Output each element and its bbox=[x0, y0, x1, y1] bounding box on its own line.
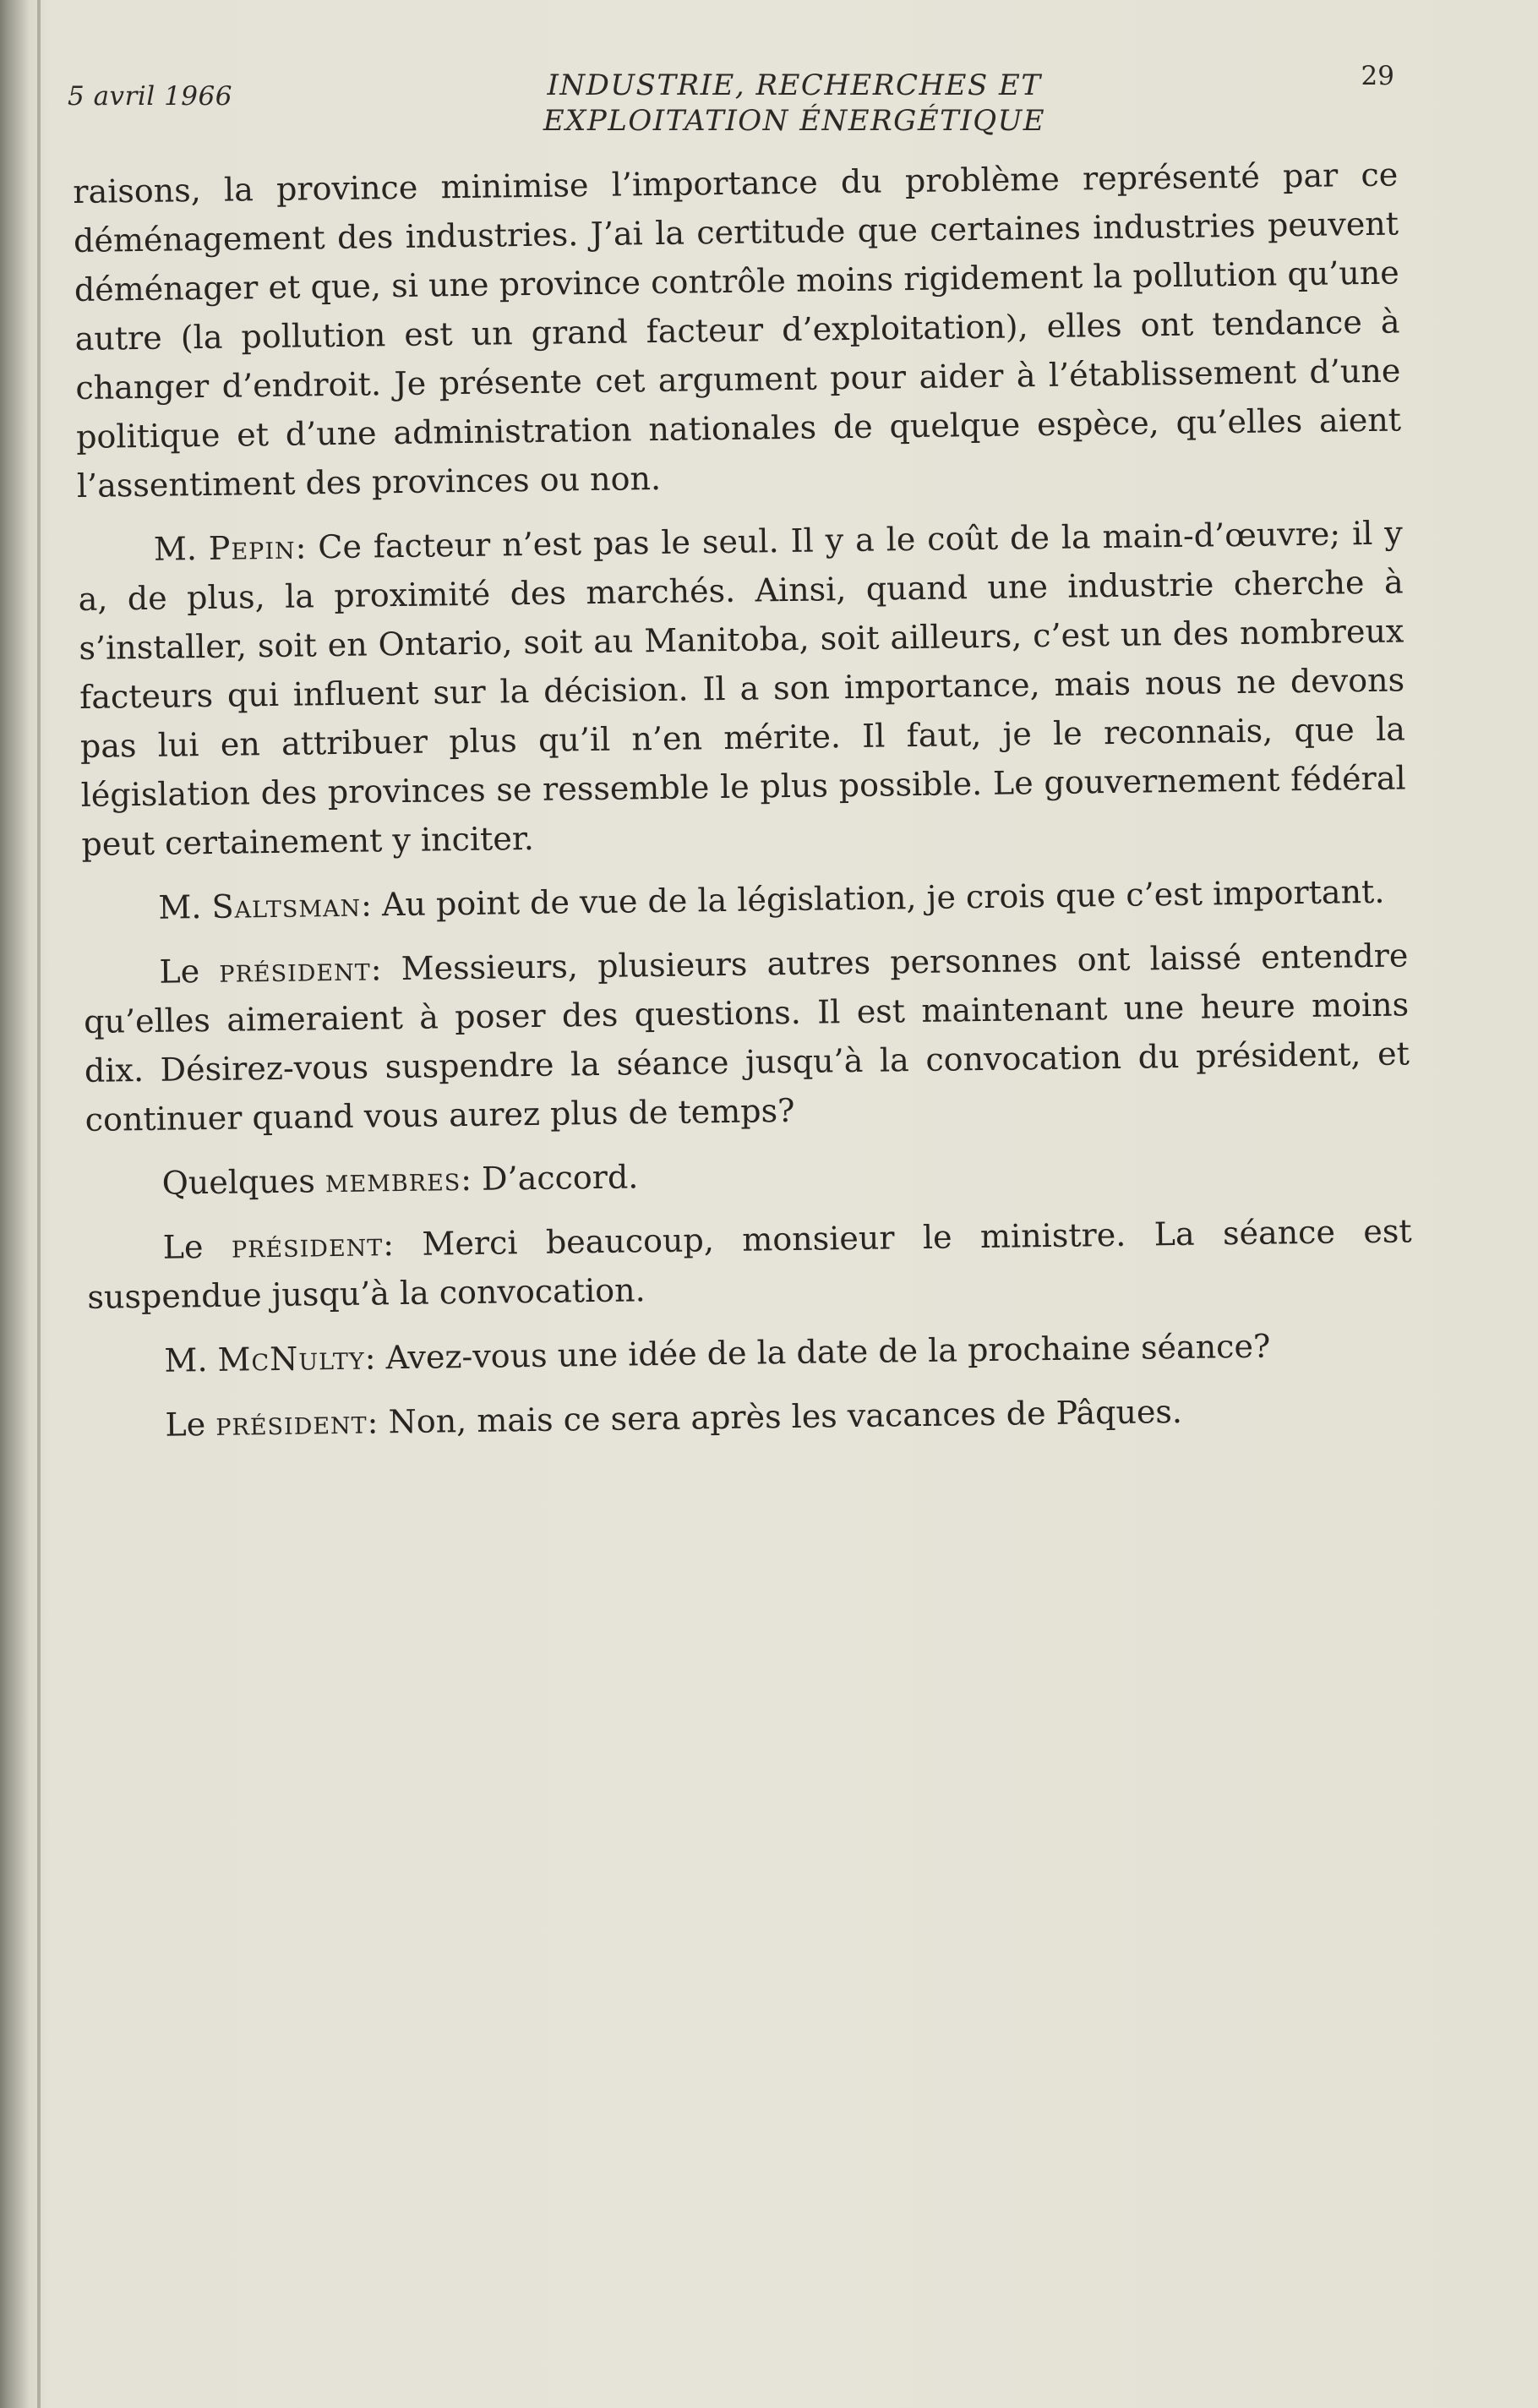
speaker-prefix: M. bbox=[153, 529, 210, 568]
paragraph-continued bbox=[73, 150, 1402, 510]
binding-gutter bbox=[0, 0, 29, 2408]
speaker-prefix: Le bbox=[165, 1405, 216, 1444]
paragraph-saltsman: M. Saltsman: Au point de vue de la législation, je crois que c’est important. bbox=[158, 872, 1385, 926]
paragraph-pepin: M. Pepin: Ce facteur n’est pas le seul. Il y a le coût de la main-d’œuvre; il y a, de plus, la proximité des marchés. Ainsi, quand une industrie cherche à s’installer, soit en Ontario, soit au Manitoba, soit ailleurs, c’est un des nombreux facteurs qui influent sur la décision. Il a son importance, mais nous ne devons pas lui en attribuer plus qu’il n’en mérite. Il faut, je le reconnais, que la législation des provinces se ressemble le plus possible. Le gouvernement fédéral peut certainement y inciter. bbox=[78, 514, 1406, 863]
binding-edge-line bbox=[37, 0, 41, 2408]
speaker-name: président bbox=[219, 950, 372, 990]
paragraph-text: Au point de vue de la législation, je crois que c’est important. bbox=[381, 872, 1385, 924]
header-title-line1: INDUSTRIE, RECHERCHES ET bbox=[547, 68, 1042, 102]
speaker-prefix: Le bbox=[162, 1227, 232, 1266]
paragraph-text: Messieurs, plusieurs autres personnes ont laissé entendre qu’elles aimeraient à poser des questions. Il est maintenant une heure moins dix. Désirez-vous suspendre la séance jusqu’à la convocation du président, et continuer quand vous aurez plus de temps? bbox=[83, 936, 1410, 1138]
speaker-name: membres bbox=[325, 1160, 461, 1200]
speaker-name: Pepin bbox=[208, 528, 296, 567]
paragraph-text: Merci beaucoup, monsieur le ministre. La séance est suspendue jusqu’à la convocation. bbox=[87, 1212, 1412, 1316]
header-title-line2: EXPLOITATION ÉNERGÉTIQUE bbox=[543, 104, 1046, 138]
paragraph-text: Avez-vous une idée de la date de la prochaine séance? bbox=[385, 1327, 1271, 1377]
paragraph-text: raisons, la province minimise l’importance du problème représenté par ce déménagement des industries. J’ai la certitude que certaines industries peuvent déménager et que, si une province contrôle moins rigidement la pollution qu’une autre (la pollution est un grand facteur d’exploitation), elles ont tendance à changer d’endroit. Je présente cet argument pour aider à l’établissement d’une politique et d’une administration nationales de quelque espèce, qu’elles aient l’assentiment des provinces ou non. bbox=[73, 156, 1402, 505]
speaker-name: président bbox=[231, 1226, 384, 1265]
paragraph-president-1: Le président: Messieurs, plusieurs autres personnes ont laissé entendre qu’elles aimeraient à poser des questions. Il est maintenant une heure moins dix. Désirez-vous suspendre la séance jusqu’à la convocation du président, et continuer quand vous aurez plus de temps? bbox=[83, 936, 1410, 1138]
speaker-prefix: M. bbox=[158, 887, 212, 926]
speaker-prefix: M. bbox=[164, 1341, 218, 1379]
paragraph-text: Non, mais ce sera après les vacances de Pâques. bbox=[388, 1392, 1183, 1441]
paragraph-membres: Quelques membres: D’accord. bbox=[161, 1158, 639, 1202]
running-head bbox=[68, 59, 1420, 161]
header-date: 5 avril 1966 bbox=[68, 81, 232, 112]
paragraph-mcnulty: M. McNulty: Avez-vous une idée de la date de la prochaine séance? bbox=[164, 1327, 1271, 1379]
transcript-body bbox=[73, 150, 1415, 1465]
speaker-name: président bbox=[215, 1403, 368, 1443]
paragraph-president-3: Le président: Non, mais ce sera après les vacances de Pâques. bbox=[165, 1392, 1183, 1444]
header-title bbox=[444, 68, 1145, 139]
speaker-name: Saltsman bbox=[211, 886, 362, 926]
paragraph-text: D’accord. bbox=[481, 1158, 639, 1198]
speaker-prefix: Le bbox=[159, 952, 220, 991]
page-number: 29 bbox=[1361, 61, 1394, 91]
speaker-name: McNulty bbox=[217, 1339, 365, 1379]
speaker-prefix: Quelques bbox=[161, 1162, 326, 1202]
paragraph-president-2: Le président: Merci beaucoup, monsieur le ministre. La séance est suspendue jusqu’à la convocation. bbox=[87, 1212, 1412, 1316]
paragraph-text: Ce facteur n’est pas le seul. Il y a le coût de la main-d’œuvre; il y a, de plus, la proximité des marchés. Ainsi, quand une industrie cherche à s’installer, soit en Ontario, soit au Manitoba, soit ailleurs, c’est un des nombreux facteurs qui influent sur la décision. Il a son importance, mais nous ne devons pas lui en attribuer plus qu’il n’en mérite. Il faut, je le reconnais, que la législation des provinces se ressemble le plus possible. Le gouvernement fédéral peut certainement y inciter. bbox=[78, 514, 1406, 863]
